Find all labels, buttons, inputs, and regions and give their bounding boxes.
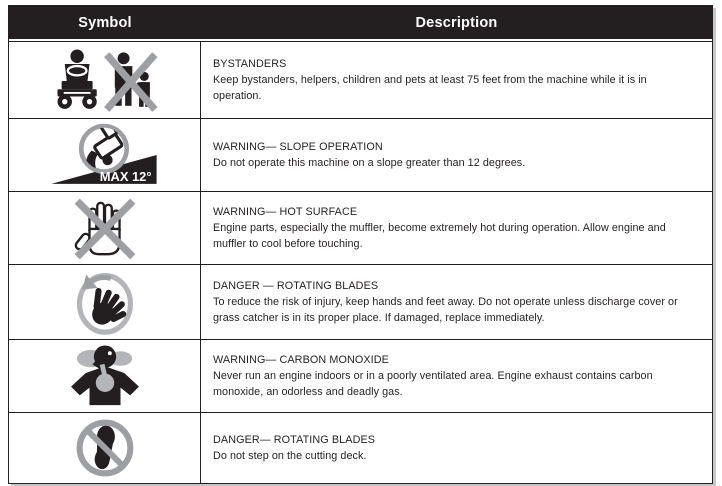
max-slope-label: MAX 12° [99,168,152,184]
description-column-header: Description [415,14,498,31]
description-cell [201,265,712,339]
table-row [9,339,712,412]
row-body: To reduce the risk of injury, keep hands and feet away. Do not operate unless discharge cover or grass catcher is in its proper place. If damaged, replace immediately. [213,295,678,325]
no-step-icon [74,417,136,479]
description-cell [201,413,712,483]
row-title: WARNING— SLOPE OPERATION [213,140,383,153]
bystanders-icon [46,48,164,112]
table-row [9,191,712,264]
symbol-column-header: Symbol [78,14,132,31]
description-cell [201,192,712,264]
row-title: DANGER— ROTATING BLADES [213,433,376,446]
row-body: Do not step on the cutting deck. [213,450,367,462]
row-body: Never run an engine indoors or in a poorly ventilated area. Engine exhaust contains carbon monoxide, an odorless and deadly gas. [213,369,653,399]
description-cell [201,340,712,412]
row-title: WARNING— CARBON MONOXIDE [213,353,389,366]
carbon-monoxide-icon [65,344,145,408]
table-header-row [9,6,712,41]
symbol-cell [9,340,201,412]
symbol-cell [9,265,201,339]
table-row [9,264,712,339]
row-title: WARNING— HOT SURFACE [213,205,358,218]
row-body: Keep bystanders, helpers, children and pets at least 75 feet from the machine while it is in operation. [213,73,647,103]
row-title: DANGER — ROTATING BLADES [213,279,379,292]
hot-surface-icon [71,196,139,260]
rotating-blades-hand-icon [74,269,136,335]
table-row [9,41,712,118]
symbol-cell [9,119,201,191]
safety-symbols-table [8,5,713,484]
table-row [9,412,712,483]
symbol-cell [9,42,201,118]
symbol-cell [9,192,201,264]
description-cell [201,119,712,191]
row-body: Do not operate this machine on a slope greater than 12 degrees. [213,157,526,169]
row-body: Engine parts, especially the muffler, become extremely hot during operation. Allow engine and muffler to cool before touching. [213,221,666,251]
description-cell [201,42,712,118]
symbol-cell [9,413,201,483]
row-title: BYSTANDERS [213,57,287,70]
slope-operation-icon [47,123,163,187]
table-row [9,118,712,191]
